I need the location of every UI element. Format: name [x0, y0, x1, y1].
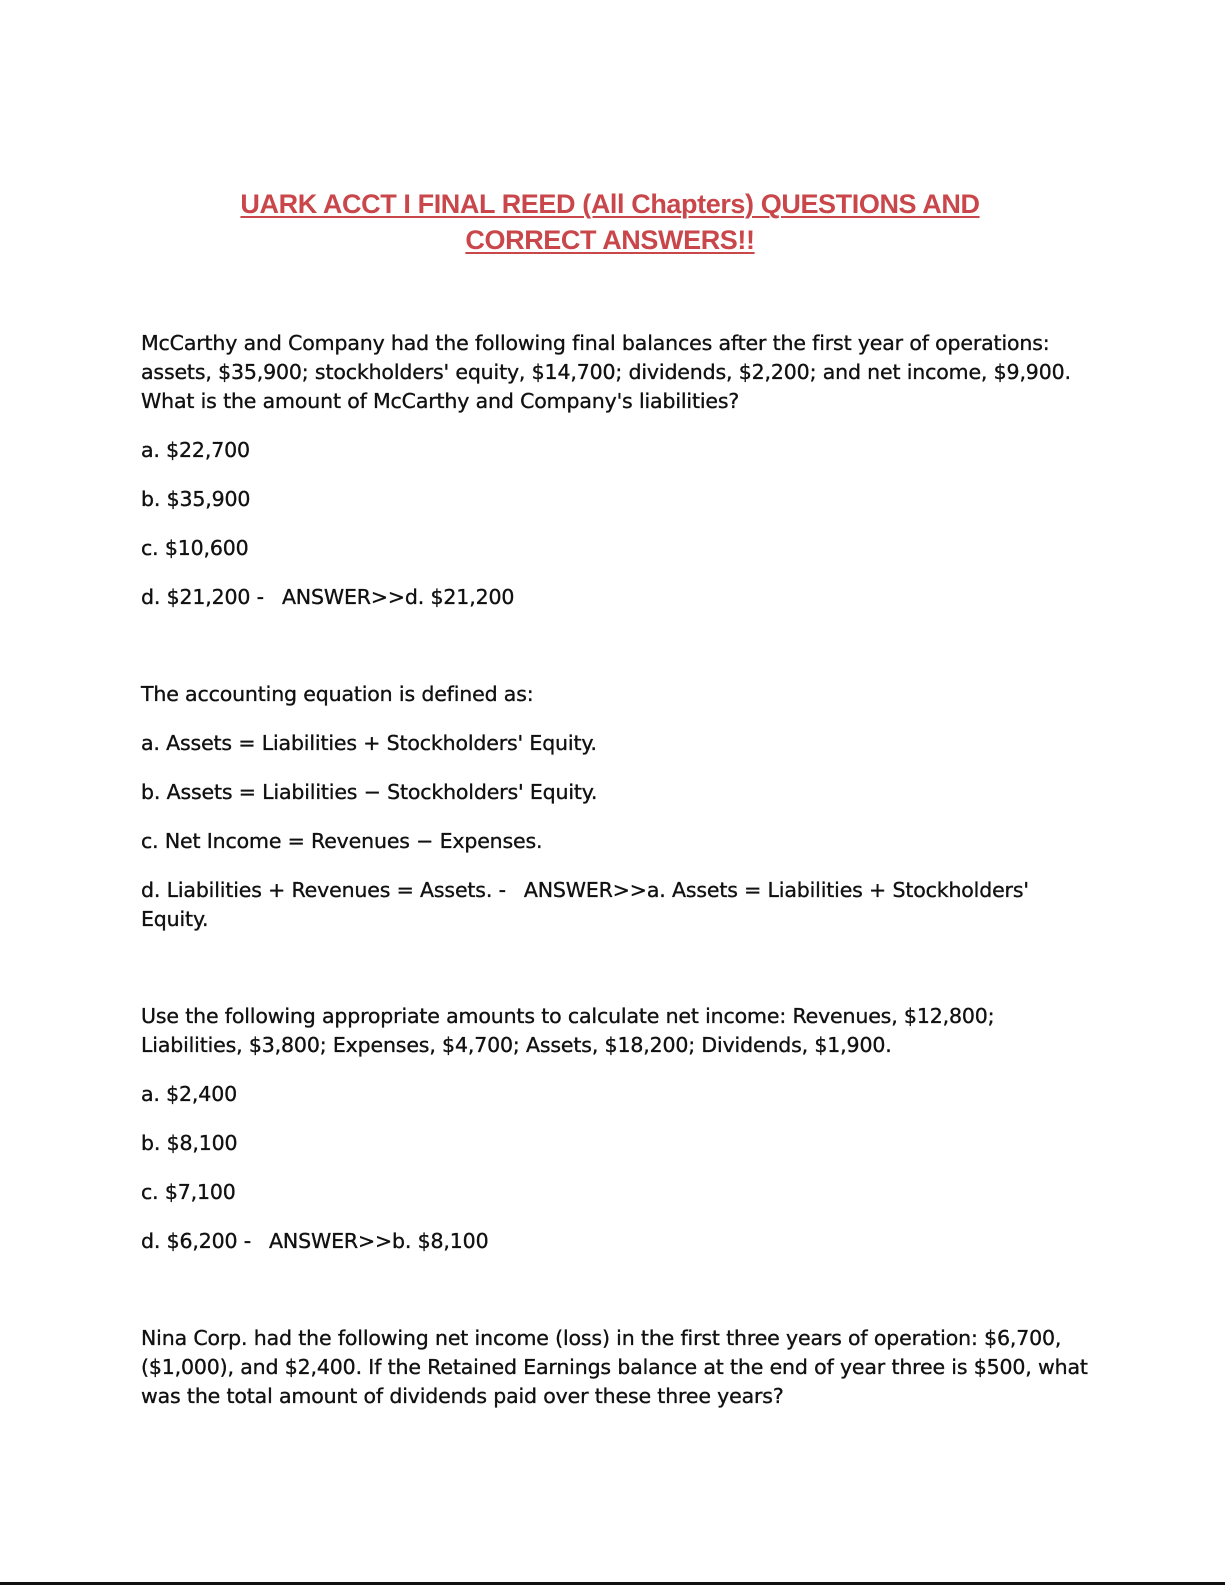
- option-d-text: d. Liabilities + Revenues = Assets. -: [141, 878, 506, 902]
- answer-option-c: c. $7,100: [141, 1180, 236, 1204]
- question-1: [141, 329, 1091, 632]
- question-stem: Nina Corp. had the following net income (loss) in the first three years of operation: $6,700, ($1,000), and $2,400. If the Retained Earnings balance at the end of year three is $500, what was the total amount of dividends paid over these three years?: [141, 1326, 1088, 1408]
- answer-option-c: c. $10,600: [141, 536, 249, 560]
- answer-option-d: [141, 876, 1091, 934]
- answer-option-b: b. Assets = Liabilities − Stockholders' Equity.: [141, 780, 598, 804]
- answer-option-a: a. Assets = Liabilities + Stockholders' Equity.: [141, 731, 597, 755]
- correct-answer: ANSWER>>d. $21,200: [281, 585, 515, 609]
- question-stem: Use the following appropriate amounts to calculate net income: Revenues, $12,800; Liabilities, $3,800; Expenses, $4,700; Assets, $18,200; Dividends, $1,900.: [141, 1004, 995, 1057]
- title-line-1: UARK ACCT I FINAL REED (All Chapters) QUESTIONS AND: [240, 189, 980, 219]
- answer-option-a: a. $22,700: [141, 438, 250, 462]
- answer-option-a: a. $2,400: [141, 1082, 237, 1106]
- answer-option-d: [141, 1227, 1091, 1256]
- question-2: [141, 680, 1091, 954]
- document-title: [160, 186, 1060, 258]
- option-d-text: d. $21,200 -: [141, 585, 264, 609]
- question-stem: McCarthy and Company had the following final balances after the first year of operations: assets, $35,900; stockholders' equity, $14,700; dividends, $2,200; and net income, $9,900. What is the amount of McCarthy and Company's liabilities?: [141, 331, 1071, 413]
- title-line-2: CORRECT ANSWERS!!: [465, 225, 755, 255]
- answer-option-b: b. $8,100: [141, 1131, 238, 1155]
- question-3: [141, 1002, 1091, 1276]
- question-4: [141, 1324, 1091, 1431]
- question-stem: The accounting equation is defined as:: [141, 682, 534, 706]
- answer-option-b: b. $35,900: [141, 487, 251, 511]
- answer-option-d: [141, 583, 1091, 612]
- answer-option-c: c. Net Income = Revenues − Expenses.: [141, 829, 543, 853]
- correct-answer: ANSWER>>a. Assets = Liabilities + Stockholders' Equity.: [141, 878, 1029, 931]
- option-d-text: d. $6,200 -: [141, 1229, 252, 1253]
- correct-answer: ANSWER>>b. $8,100: [269, 1229, 489, 1253]
